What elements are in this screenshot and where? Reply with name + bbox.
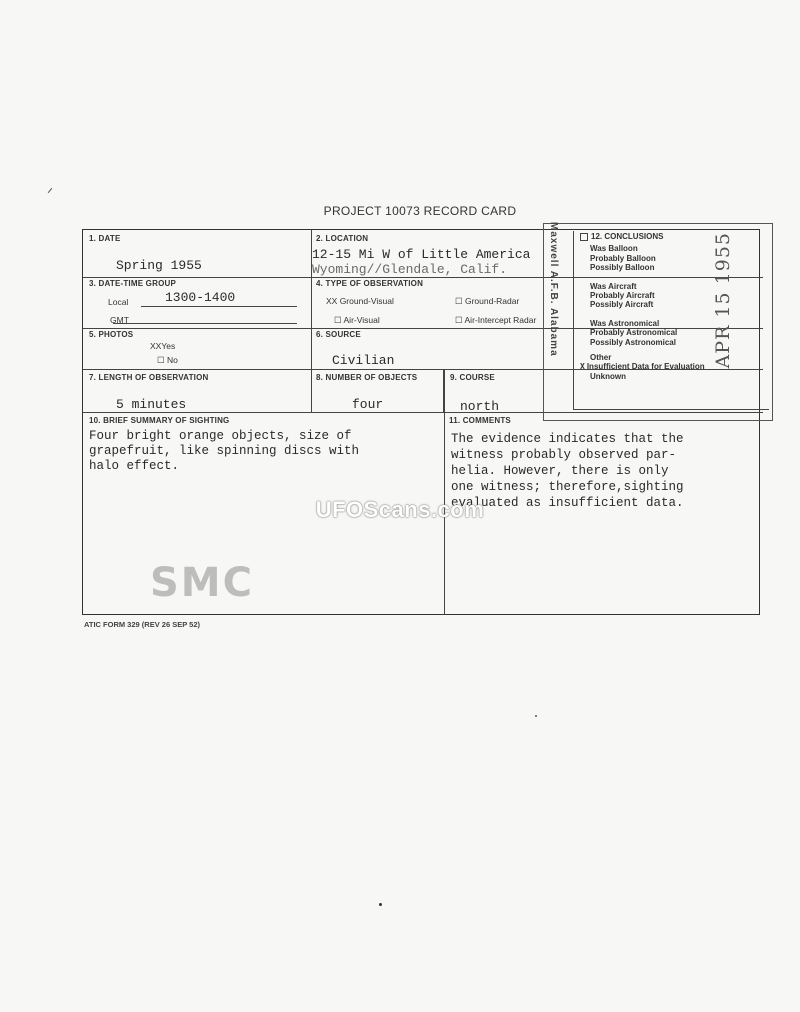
local-underline xyxy=(141,306,297,307)
photos-no: ☐ No xyxy=(157,355,178,365)
type-obs-label: 4. TYPE OF OBSERVATION xyxy=(316,279,424,288)
dtg-label: 3. DATE-TIME GROUP xyxy=(89,279,177,288)
summary-line: grapefruit, like spinning discs with xyxy=(89,444,360,458)
gmt-underline xyxy=(113,323,297,324)
conclusions-label: 12. CONCLUSIONS xyxy=(591,232,664,241)
comments-line: The evidence indicates that the xyxy=(451,432,684,446)
conclusion-item: Was Balloon xyxy=(590,244,638,254)
conclusion-item: Possibly Balloon xyxy=(590,263,655,273)
summary-line: Four bright orange objects, size of xyxy=(89,429,352,443)
scan-speck xyxy=(535,715,537,717)
location-line1: 12-15 Mi W of Little America xyxy=(312,247,531,262)
air-visual-option: ☐ Air-Visual xyxy=(334,315,380,325)
air-intercept-option: ☐ Air-Intercept Radar xyxy=(455,315,537,325)
photos-yes: XXYes xyxy=(150,341,176,351)
number-label: 8. NUMBER OF OBJECTS xyxy=(316,373,418,382)
summary-label: 10. BRIEF SUMMARY OF SIGHTING xyxy=(89,416,230,425)
conclusion-item: Probably Astronomical xyxy=(590,328,678,338)
comments-line: witness probably observed par- xyxy=(451,448,677,462)
course-label: 9. COURSE xyxy=(450,373,495,382)
conclusions-list xyxy=(580,232,705,381)
location-label: 2. LOCATION xyxy=(316,234,369,243)
card-title: PROJECT 10073 RECORD CARD xyxy=(323,204,517,218)
conclusion-checkmark: X xyxy=(580,362,585,372)
number-value: four xyxy=(352,397,384,412)
col-divider xyxy=(443,369,444,412)
form-id: ATIC FORM 329 (REV 26 SEP 52) xyxy=(84,620,201,629)
conclusion-item: Possibly Astronomical xyxy=(590,337,676,347)
gmt-label: GMT xyxy=(110,315,129,325)
source-label: 6. SOURCE xyxy=(316,330,361,339)
scan-mark xyxy=(48,188,53,193)
conclusion-item: Unknown xyxy=(590,371,626,381)
photos-label: 5. PHOTOS xyxy=(89,330,134,339)
date-stamp: APR 15 1955 xyxy=(712,232,734,369)
conclusion-item: Other xyxy=(590,353,612,363)
conclusion-item: Possibly Aircraft xyxy=(590,300,654,310)
source-value: Civilian xyxy=(332,353,395,368)
local-value: 1300-1400 xyxy=(165,290,236,305)
maxwell-afb-stamp: Maxwell A.F.B. Alabama xyxy=(548,222,559,357)
col-divider xyxy=(444,370,445,615)
conclusions-col-divider xyxy=(573,231,574,409)
length-label: 7. LENGTH OF OBSERVATION xyxy=(89,373,209,382)
conclusion-item: Was Astronomical xyxy=(590,318,660,328)
conclusions-bottom xyxy=(573,409,769,410)
comments-line: helia. However, there is only xyxy=(451,464,669,478)
conclusion-item: Probably Balloon xyxy=(590,253,656,263)
summary-line: halo effect. xyxy=(89,459,180,473)
location-line2: Wyoming//Glendale, Calif. xyxy=(312,262,508,277)
comments-label: 11. COMMENTS xyxy=(449,416,511,425)
smc-stamp: SMC xyxy=(150,560,254,606)
local-label: Local xyxy=(108,297,129,307)
ground-radar-option: ☐ Ground-Radar xyxy=(455,296,520,306)
ground-visual-option: XX Ground-Visual xyxy=(326,296,394,306)
date-label: 1. DATE xyxy=(89,234,121,243)
date-value: Spring 1955 xyxy=(116,258,202,273)
conclusion-item-checked: Insufficient Data for Evaluation xyxy=(586,362,705,372)
conclusion-item: Probably Aircraft xyxy=(590,291,655,301)
watermark: UFOScans.com xyxy=(315,497,485,522)
scan-speck xyxy=(379,903,382,906)
length-value: 5 minutes xyxy=(116,397,187,412)
checkbox-icon xyxy=(580,233,588,241)
course-value: north xyxy=(460,399,500,414)
comments-line: evaluated as insufficient data. xyxy=(451,496,684,510)
conclusion-item: Was Aircraft xyxy=(590,281,637,291)
comments-line: one witness; therefore,sighting xyxy=(451,480,684,494)
